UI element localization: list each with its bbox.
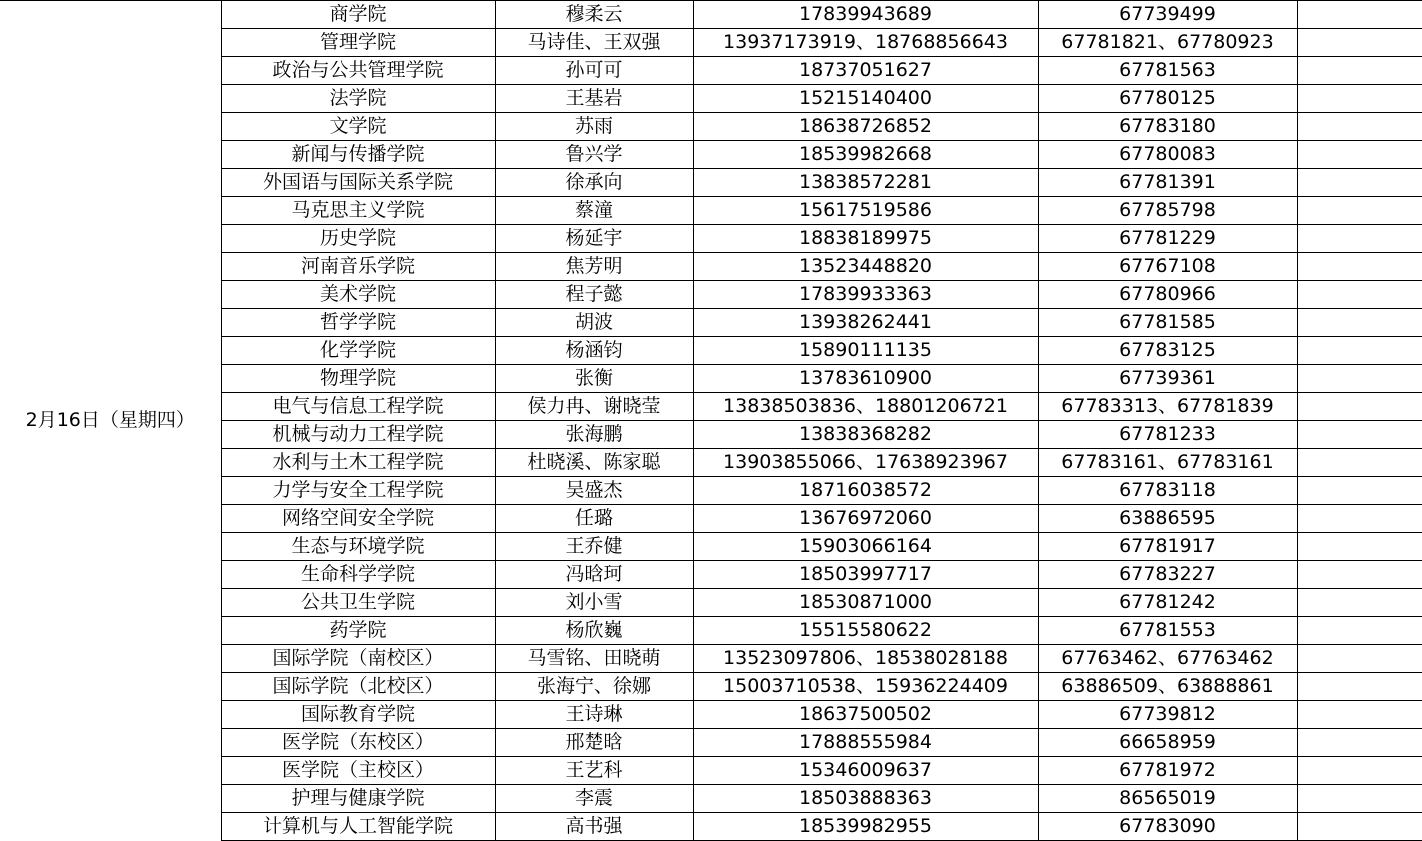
contact-cell: 李震: [495, 785, 693, 813]
contact-cell: 王基岩: [495, 85, 693, 113]
college-cell: 哲学学院: [221, 309, 495, 337]
empty-cell: [1297, 477, 1422, 505]
phone-cell: 67739361: [1038, 365, 1297, 393]
contact-cell: 蔡潼: [495, 197, 693, 225]
college-cell: 公共卫生学院: [221, 589, 495, 617]
mobile-cell: 13903855066、17638923967: [693, 449, 1038, 477]
mobile-cell: 13676972060: [693, 505, 1038, 533]
college-cell: 河南音乐学院: [221, 253, 495, 281]
contact-cell: 焦芳明: [495, 253, 693, 281]
phone-cell: 67785798: [1038, 197, 1297, 225]
phone-cell: 66658959: [1038, 729, 1297, 757]
empty-cell: [1297, 757, 1422, 785]
empty-cell: [1297, 365, 1422, 393]
phone-cell: 67781553: [1038, 617, 1297, 645]
college-cell: 政治与公共管理学院: [221, 57, 495, 85]
table-row: [0, 1, 1422, 29]
contact-cell: 孙可可: [495, 57, 693, 85]
college-cell: 护理与健康学院: [221, 785, 495, 813]
college-cell: 管理学院: [221, 29, 495, 57]
mobile-cell: 13838368282: [693, 421, 1038, 449]
college-cell: 美术学院: [221, 281, 495, 309]
contact-cell: 鲁兴学: [495, 141, 693, 169]
college-cell: 马克思主义学院: [221, 197, 495, 225]
empty-cell: [1297, 337, 1422, 365]
empty-cell: [1297, 225, 1422, 253]
phone-cell: 67781821、67780923: [1038, 29, 1297, 57]
mobile-cell: 15617519586: [693, 197, 1038, 225]
mobile-cell: 13937173919、18768856643: [693, 29, 1038, 57]
mobile-cell: 15215140400: [693, 85, 1038, 113]
empty-cell: [1297, 197, 1422, 225]
empty-cell: [1297, 29, 1422, 57]
empty-cell: [1297, 701, 1422, 729]
contact-cell: 张海宁、徐娜: [495, 673, 693, 701]
contact-cell: 刘小雪: [495, 589, 693, 617]
phone-cell: 67781972: [1038, 757, 1297, 785]
phone-cell: 67783180: [1038, 113, 1297, 141]
mobile-cell: 15346009637: [693, 757, 1038, 785]
phone-cell: 63886595: [1038, 505, 1297, 533]
contact-cell: 马诗佳、王双强: [495, 29, 693, 57]
contact-cell: 杨涵钧: [495, 337, 693, 365]
mobile-cell: 18539982668: [693, 141, 1038, 169]
mobile-cell: 13838503836、18801206721: [693, 393, 1038, 421]
mobile-cell: 18716038572: [693, 477, 1038, 505]
college-cell: 医学院（东校区）: [221, 729, 495, 757]
phone-cell: 67780966: [1038, 281, 1297, 309]
empty-cell: [1297, 1, 1422, 29]
mobile-cell: 13838572281: [693, 169, 1038, 197]
mobile-cell: 18530871000: [693, 589, 1038, 617]
college-cell: 法学院: [221, 85, 495, 113]
empty-cell: [1297, 785, 1422, 813]
college-cell: 电气与信息工程学院: [221, 393, 495, 421]
empty-cell: [1297, 169, 1422, 197]
empty-cell: [1297, 85, 1422, 113]
empty-cell: [1297, 617, 1422, 645]
empty-cell: [1297, 673, 1422, 701]
college-cell: 物理学院: [221, 365, 495, 393]
phone-cell: 67781229: [1038, 225, 1297, 253]
contact-cell: 徐承向: [495, 169, 693, 197]
phone-cell: 67781391: [1038, 169, 1297, 197]
phone-cell: 67783313、67781839: [1038, 393, 1297, 421]
phone-cell: 67780125: [1038, 85, 1297, 113]
empty-cell: [1297, 729, 1422, 757]
college-cell: 生态与环境学院: [221, 533, 495, 561]
mobile-cell: 15003710538、15936224409: [693, 673, 1038, 701]
contact-cell: 冯晗珂: [495, 561, 693, 589]
college-cell: 机械与动力工程学院: [221, 421, 495, 449]
college-cell: 化学学院: [221, 337, 495, 365]
college-cell: 药学院: [221, 617, 495, 645]
college-cell: 历史学院: [221, 225, 495, 253]
college-cell: 水利与土木工程学院: [221, 449, 495, 477]
empty-cell: [1297, 113, 1422, 141]
contact-cell: 侯力冉、谢晓莹: [495, 393, 693, 421]
phone-cell: 67783161、67783161: [1038, 449, 1297, 477]
contact-cell: 任璐: [495, 505, 693, 533]
college-cell: 国际学院（南校区）: [221, 645, 495, 673]
empty-cell: [1297, 449, 1422, 477]
empty-cell: [1297, 141, 1422, 169]
phone-cell: 67763462、67763462: [1038, 645, 1297, 673]
empty-cell: [1297, 533, 1422, 561]
contact-cell: 高书强: [495, 813, 693, 841]
phone-cell: 67783227: [1038, 561, 1297, 589]
college-cell: 新闻与传播学院: [221, 141, 495, 169]
mobile-cell: 18503997717: [693, 561, 1038, 589]
mobile-cell: 18637500502: [693, 701, 1038, 729]
contact-cell: 马雪铭、田晓萌: [495, 645, 693, 673]
contact-cell: 杨延宇: [495, 225, 693, 253]
contact-cell: 张衡: [495, 365, 693, 393]
contact-cell: 胡波: [495, 309, 693, 337]
phone-cell: 67783125: [1038, 337, 1297, 365]
empty-cell: [1297, 309, 1422, 337]
empty-cell: [1297, 645, 1422, 673]
phone-cell: 63886509、63888861: [1038, 673, 1297, 701]
contact-cell: 王诗琳: [495, 701, 693, 729]
empty-cell: [1297, 589, 1422, 617]
college-cell: 国际教育学院: [221, 701, 495, 729]
mobile-cell: 15515580622: [693, 617, 1038, 645]
mobile-cell: 13523097806、18538028188: [693, 645, 1038, 673]
phone-cell: 67781242: [1038, 589, 1297, 617]
college-cell: 生命科学学院: [221, 561, 495, 589]
contact-cell: 吴盛杰: [495, 477, 693, 505]
mobile-cell: 13783610900: [693, 365, 1038, 393]
date-cell: 2月16日（星期四）: [0, 1, 221, 841]
mobile-cell: 17839943689: [693, 1, 1038, 29]
college-cell: 外国语与国际关系学院: [221, 169, 495, 197]
contact-cell: 杜晓溪、陈家聪: [495, 449, 693, 477]
phone-cell: 67780083: [1038, 141, 1297, 169]
empty-cell: [1297, 57, 1422, 85]
college-cell: 国际学院（北校区）: [221, 673, 495, 701]
college-cell: 力学与安全工程学院: [221, 477, 495, 505]
phone-cell: 67783090: [1038, 813, 1297, 841]
empty-cell: [1297, 421, 1422, 449]
contact-cell: 穆柔云: [495, 1, 693, 29]
contact-cell: 王乔健: [495, 533, 693, 561]
phone-cell: 67739812: [1038, 701, 1297, 729]
mobile-cell: 18838189975: [693, 225, 1038, 253]
empty-cell: [1297, 561, 1422, 589]
mobile-cell: 18503888363: [693, 785, 1038, 813]
mobile-cell: 18737051627: [693, 57, 1038, 85]
college-cell: 网络空间安全学院: [221, 505, 495, 533]
mobile-cell: 15903066164: [693, 533, 1038, 561]
empty-cell: [1297, 253, 1422, 281]
contact-cell: 程子懿: [495, 281, 693, 309]
college-cell: 商学院: [221, 1, 495, 29]
phone-cell: 67781563: [1038, 57, 1297, 85]
phone-cell: 86565019: [1038, 785, 1297, 813]
college-cell: 计算机与人工智能学院: [221, 813, 495, 841]
phone-cell: 67767108: [1038, 253, 1297, 281]
empty-cell: [1297, 505, 1422, 533]
college-cell: 医学院（主校区）: [221, 757, 495, 785]
empty-cell: [1297, 393, 1422, 421]
mobile-cell: 18539982955: [693, 813, 1038, 841]
phone-cell: 67781917: [1038, 533, 1297, 561]
table-body: [0, 1, 1422, 841]
phone-cell: 67781233: [1038, 421, 1297, 449]
contact-cell: 杨欣巍: [495, 617, 693, 645]
mobile-cell: 18638726852: [693, 113, 1038, 141]
contact-cell: 邢楚晗: [495, 729, 693, 757]
college-cell: 文学院: [221, 113, 495, 141]
empty-cell: [1297, 281, 1422, 309]
phone-cell: 67739499: [1038, 1, 1297, 29]
phone-cell: 67781585: [1038, 309, 1297, 337]
contact-cell: 张海鹏: [495, 421, 693, 449]
empty-cell: [1297, 813, 1422, 841]
mobile-cell: 13938262441: [693, 309, 1038, 337]
mobile-cell: 17888555984: [693, 729, 1038, 757]
contact-cell: 苏雨: [495, 113, 693, 141]
mobile-cell: 13523448820: [693, 253, 1038, 281]
contact-cell: 王艺科: [495, 757, 693, 785]
phone-cell: 67783118: [1038, 477, 1297, 505]
mobile-cell: 15890111135: [693, 337, 1038, 365]
mobile-cell: 17839933363: [693, 281, 1038, 309]
